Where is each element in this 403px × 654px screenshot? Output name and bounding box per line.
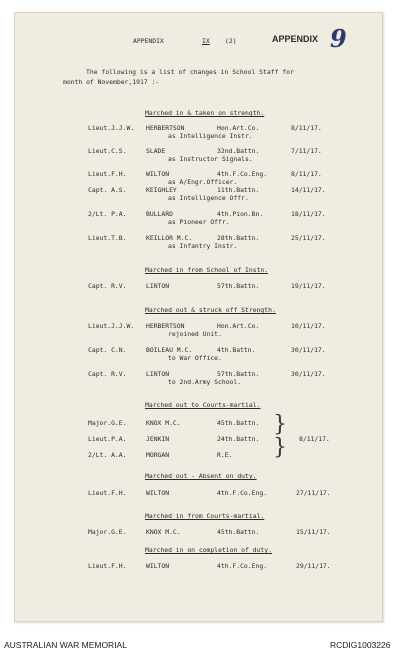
entry-11-unit: 45th.Battn.	[217, 419, 260, 427]
entry-13-name: MORGAN	[146, 451, 170, 459]
entry-15-unit: 45th.Battn.	[217, 528, 260, 536]
appendix-handwritten-number: 9	[330, 24, 347, 53]
entry-5-name: BULLARD	[146, 210, 173, 218]
appendix-numeral: IX	[202, 37, 210, 45]
entry-8-unit: Hon.Art.Co.	[217, 322, 260, 330]
entry-10-note: to 2nd.Army School.	[168, 378, 242, 386]
entry-10-date: 30/11/17.	[291, 370, 326, 378]
entry-4-unit: 11th.Battn.	[217, 186, 260, 194]
entry-9-rank: Capt. C.N.	[88, 346, 127, 354]
entry-3-name: WILTON	[146, 170, 170, 178]
entry-10-unit: 57th.Battn.	[217, 370, 260, 378]
entry-8-date: 10/11/17.	[291, 322, 326, 330]
entry-6-date: 25/11/17.	[291, 234, 326, 242]
entry-7-unit: 57th.Battn.	[217, 282, 260, 290]
entry-16-name: WILTON	[146, 562, 170, 570]
entry-3-date: 8/11/17.	[291, 170, 322, 178]
entry-1-name: HERBERTSON	[146, 124, 185, 132]
entry-6-note: as Infantry Instr.	[168, 242, 238, 250]
section-heading-2: Marched in from School of Instn.	[145, 266, 269, 274]
entry-14-unit: 4th.F.Co.Eng.	[217, 489, 268, 497]
entry-16-date: 29/11/17.	[296, 562, 331, 570]
entry-7-rank: Capt. R.V.	[88, 282, 127, 290]
entry-12-unit: 24th.Battn.	[217, 435, 260, 443]
entry-5-date: 18/11/17.	[291, 210, 326, 218]
entry-10-rank: Capt. R.V.	[88, 370, 127, 378]
entry-15-rank: Major.G.E.	[88, 528, 127, 536]
entry-12-name: JENKIN	[146, 435, 170, 443]
section-heading-6: Marched in from Courts-martial.	[145, 512, 265, 520]
section-heading-1: Marched in & taken on strength.	[145, 109, 265, 117]
section-heading-3: Marched out & struck off Strength.	[145, 306, 276, 314]
entry-4-name: KEIGHLEY	[146, 186, 177, 194]
entry-5-unit: 4th.Pion.Bn.	[217, 210, 264, 218]
entry-12-rank: Lieut.P.A.	[88, 435, 127, 443]
entry-2-note: as Instructor Signals.	[168, 155, 253, 163]
intro-line-2: month of November,1917 :-	[63, 78, 160, 86]
entry-5-rank: 2/Lt. P.A.	[88, 210, 127, 218]
appendix-part: (2)	[225, 37, 237, 45]
entry-8-note: rejoined Unit.	[168, 330, 222, 338]
entry-14-rank: Lieut.F.H.	[88, 489, 127, 497]
entry-1-rank: Lieut.J.J.W.	[88, 124, 135, 132]
entry-5-note: as Pioneer Offr.	[168, 218, 230, 226]
appendix-stamp: APPENDIX	[272, 34, 319, 44]
entry-15-date: 15/11/17.	[296, 528, 331, 536]
section-heading-7: Marched in on completion of duty.	[145, 546, 272, 554]
entry-6-unit: 28th.Battn.	[217, 234, 260, 242]
entry-3-unit: 4th.F.Co.Eng.	[217, 170, 268, 178]
brace-top: }	[273, 412, 287, 437]
entry-7-name: LINTON	[146, 282, 170, 290]
entry-6-rank: Lieut.T.B.	[88, 234, 127, 242]
entry-2-unit: 32nd.Battn.	[217, 147, 260, 155]
entry-14-date: 27/11/17.	[296, 489, 331, 497]
entry-4-date: 14/11/17.	[291, 186, 326, 194]
entry-13-rank: 2/Lt. A.A.	[88, 451, 127, 459]
entry-4-note: as Intelligence Offr.	[168, 194, 249, 202]
entry-8-name: HERBERTSON	[146, 322, 185, 330]
entry-2-rank: Lieut.C.S.	[88, 147, 127, 155]
entry-10-name: LINTON	[146, 370, 170, 378]
entry-1-note: as Intelligence Instr.	[168, 132, 253, 140]
brace-bottom: }	[273, 435, 287, 460]
footer-institution: AUSTRALIAN WAR MEMORIAL	[4, 640, 127, 650]
entry-4-rank: Capt. A.S.	[88, 186, 127, 194]
entry-9-note: to War Office.	[168, 354, 222, 362]
entry-2-name: SLADE	[146, 147, 166, 155]
entry-11-13-date: 8/11/17.	[299, 435, 330, 443]
entry-9-date: 30/11/17.	[291, 346, 326, 354]
section-heading-5: Marched out - Absent on duty.	[145, 472, 257, 480]
entry-9-unit: 4th.Battn.	[217, 346, 256, 354]
section-heading-4: Marched out to Courts-martial.	[145, 401, 261, 409]
entry-8-rank: Lieut.J.J.W.	[88, 322, 135, 330]
entry-2-date: 7/11/17.	[291, 147, 322, 155]
entry-7-date: 19/11/17.	[291, 282, 326, 290]
entry-16-rank: Lieut.F.H.	[88, 562, 127, 570]
appendix-typed: APPENDIX	[133, 37, 164, 45]
entry-14-name: WILTON	[146, 489, 170, 497]
entry-3-rank: Lieut.F.H.	[88, 170, 127, 178]
intro-line-1: The following is a list of changes in School Staff for	[86, 68, 294, 76]
footer-record-id: RCDIG1003226	[330, 640, 391, 650]
entry-6-name: KEILLOR M.C.	[146, 234, 193, 242]
entry-11-name: KNOX M.C.	[146, 419, 181, 427]
entry-13-unit: R.E.	[217, 451, 233, 459]
entry-15-name: KNOX M.C.	[146, 528, 181, 536]
entry-3-note: as A/Engr.Officer.	[168, 178, 238, 186]
entry-11-rank: Major.G.E.	[88, 419, 127, 427]
entry-1-date: 8/11/17.	[291, 124, 322, 132]
entry-16-unit: 4th.F.Co.Eng.	[217, 562, 268, 570]
entry-1-unit: Hon.Art.Co.	[217, 124, 260, 132]
entry-9-name: BOILEAU M.C.	[146, 346, 193, 354]
